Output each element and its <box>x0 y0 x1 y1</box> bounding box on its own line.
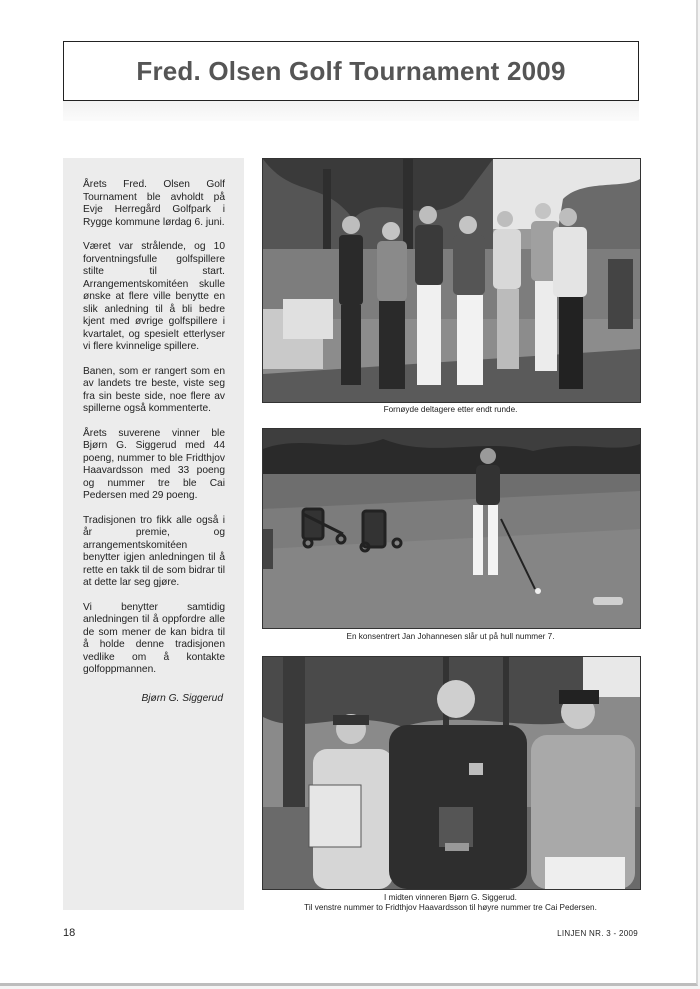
photo-caption-3-line-1: I midten vinneren Bjørn G. Siggerud. <box>384 893 517 902</box>
article-text <box>83 179 225 717</box>
article-paragraph-6: Vi benytter samtidig anledningen til å oppfordre alle de som mener de kan bidra til å holde denne tradisjonen vedlike om å kontakte golfoppmannen. <box>83 601 225 675</box>
title-shadow <box>63 101 639 121</box>
photo-tee-shot <box>262 428 641 629</box>
page-number: 18 <box>63 927 76 939</box>
photo-caption-1: Fornøyde deltagere etter endt runde. <box>383 405 518 414</box>
title-box <box>63 41 639 101</box>
article-paragraph-2: Været var strålende, og 10 forventningsfulle golfspillere stilte til start. Arrangementskomitéen skulle ønske at flere ville benytte en slik anledning til å bli bedre kjent med øvrige golfspillere i kvartalet, og spesielt etterlyser vi flere kvinnelige spillere. <box>83 241 225 352</box>
photo-caption-3 <box>262 893 639 913</box>
photo-caption-3-line-2: Til venstre nummer to Fridthjov Haavardsson til høyre nummer tre Cai Pedersen. <box>304 903 597 912</box>
publication-footer: LINJEN NR. 3 - 2009 <box>557 929 638 938</box>
article-paragraph-3: Banen, som er rangert som en av landets tre beste, viste seg fra sin beste side, noe flere av spillerne også kommenterte. <box>83 365 225 414</box>
article-paragraph-5: Tradisjonen tro fikk alle også i år premie, og arrangementskomitéen benytter igjen anledningen til å rette en takk til de som bidrar til at dette lar seg gjøre. <box>83 514 225 588</box>
article-paragraph-4: Årets suverene vinner ble Bjørn G. Siggerud med 44 poeng, nummer to ble Fridthjov Haavardsson med 33 poeng og nummer tre ble Cai Pedersen med 29 poeng. <box>83 427 225 501</box>
photo-group-golfers <box>262 158 641 403</box>
photo-winners <box>262 656 641 890</box>
photo-caption-2: En konsentrert Jan Johannesen slår ut på hull nummer 7. <box>346 632 555 641</box>
article-paragraph-1: Årets Fred. Olsen Golf Tournament ble avholdt på Evje Herregård Golfpark i Rygge kommune lørdag 6. juni. <box>83 179 225 228</box>
article-author: Bjørn G. Siggerud <box>141 692 223 704</box>
page-title: Fred. Olsen Golf Tournament 2009 <box>136 55 566 86</box>
